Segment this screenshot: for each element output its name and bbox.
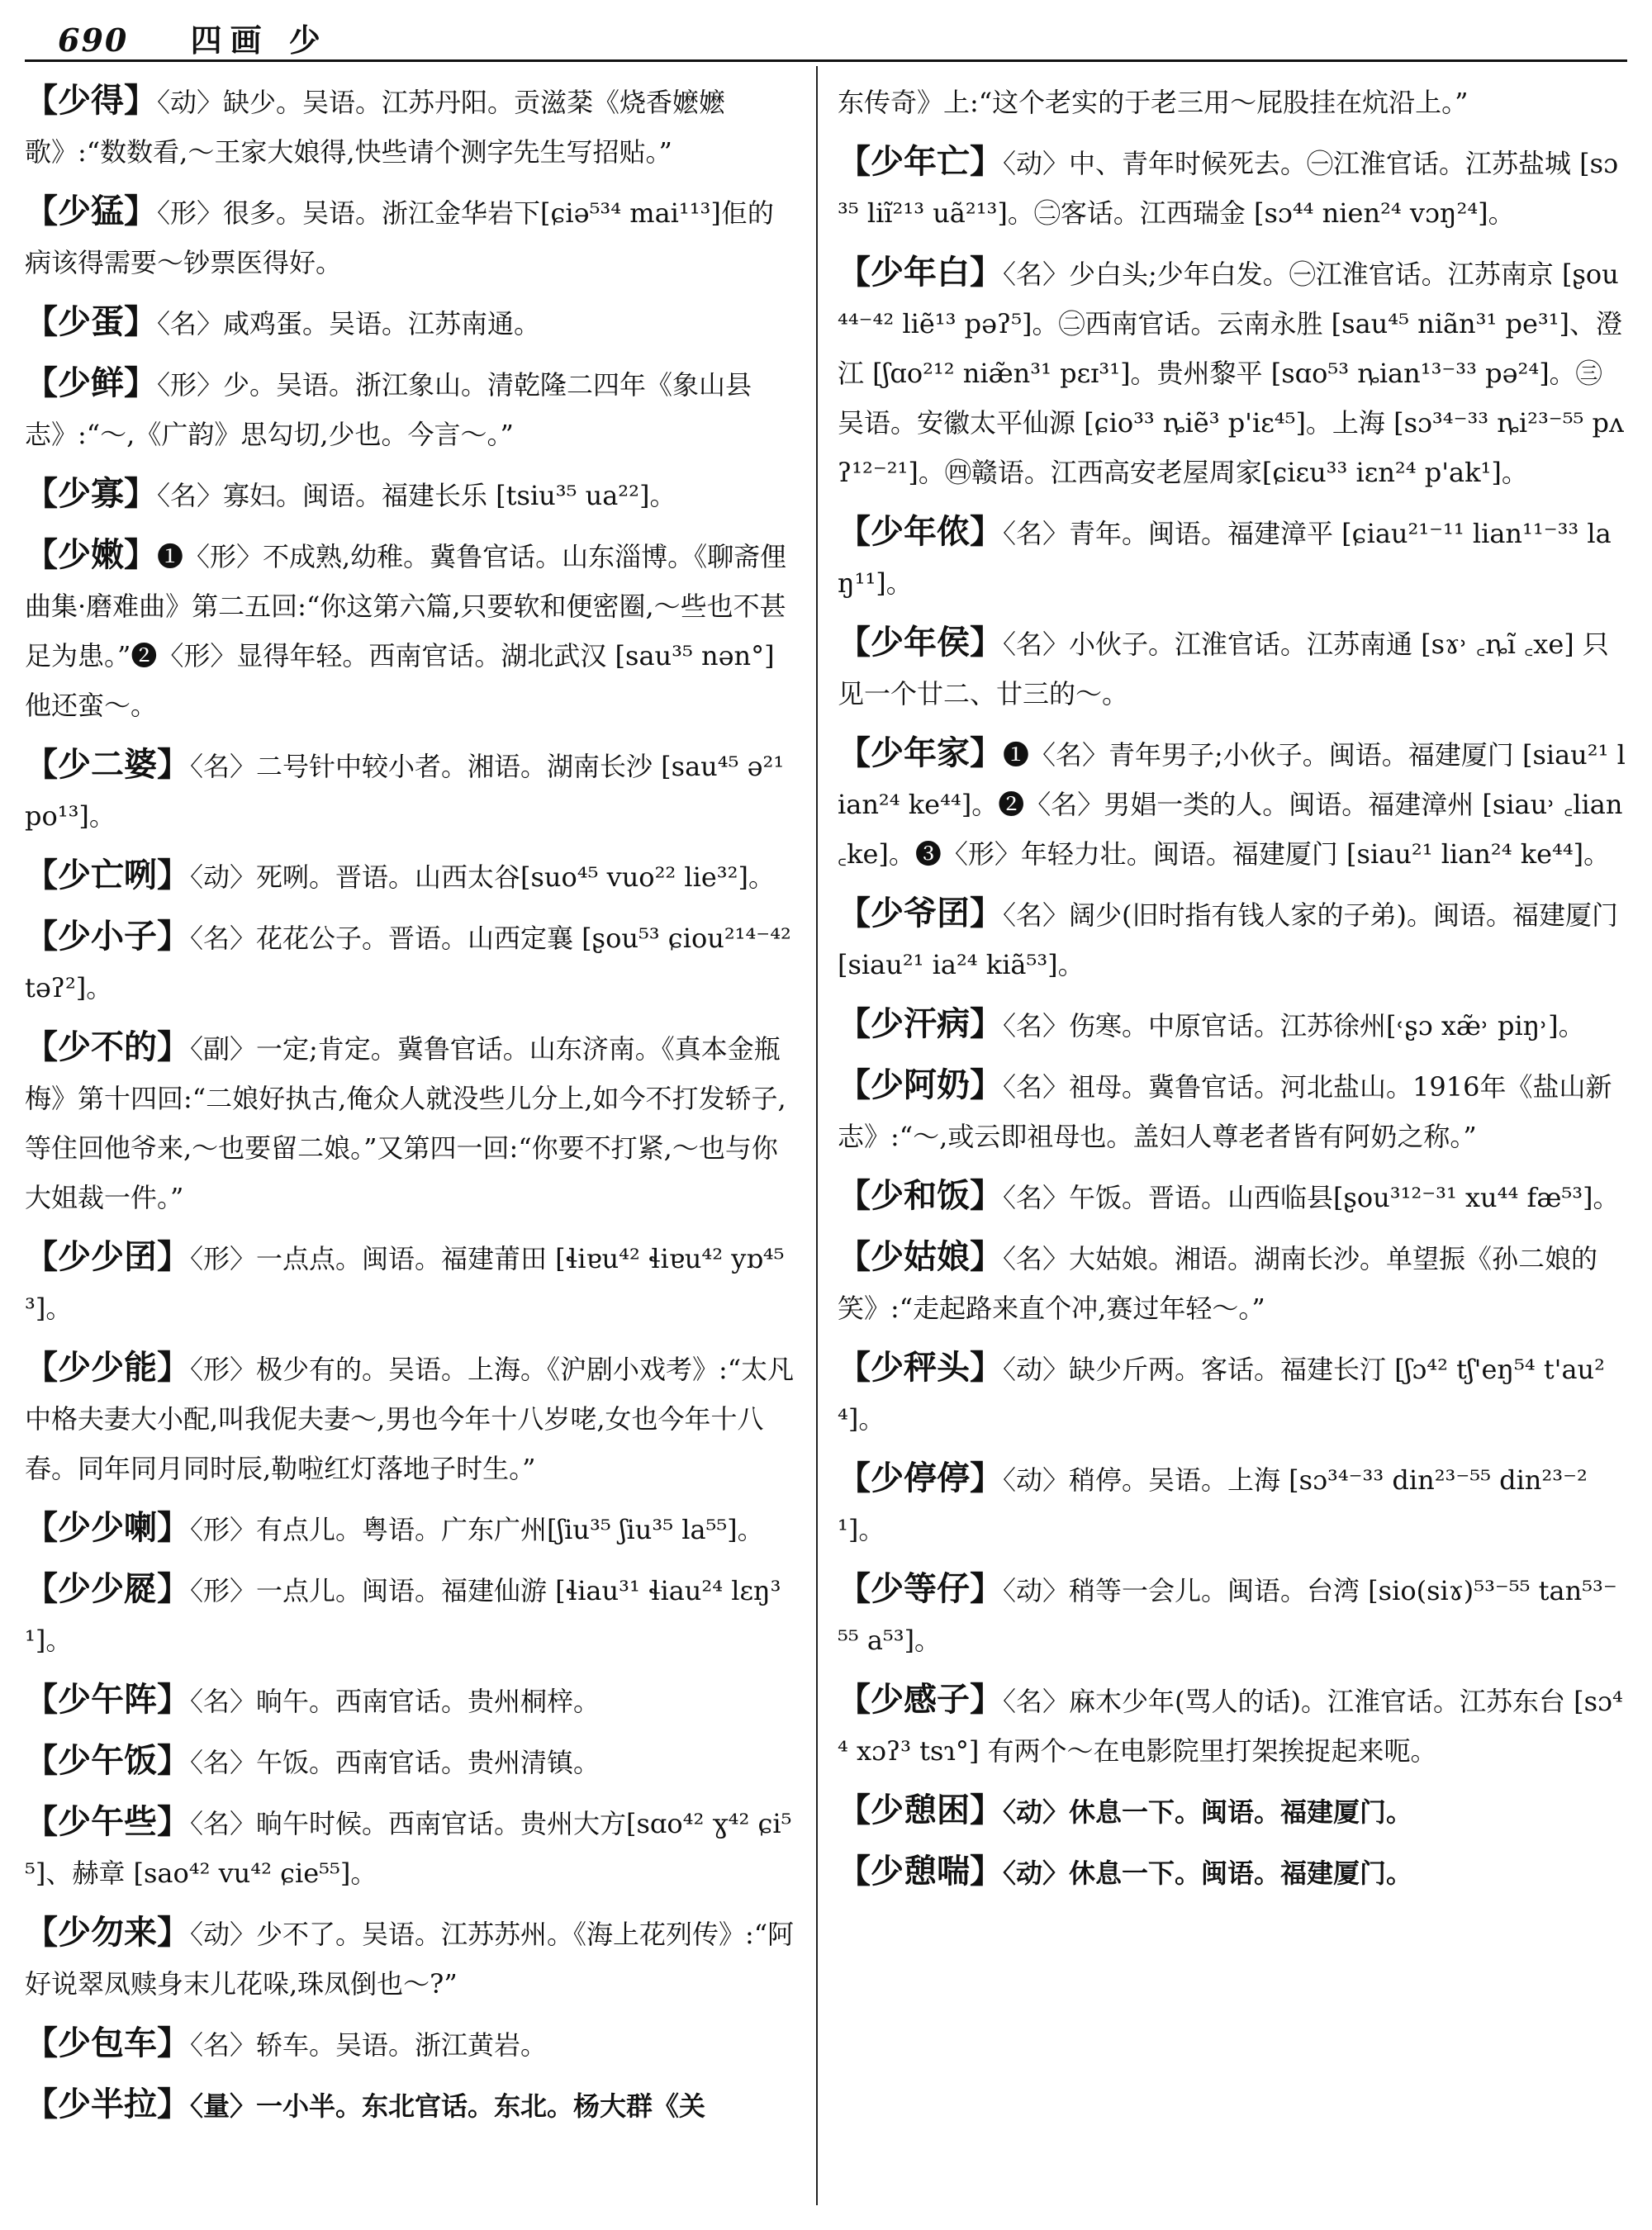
entry-definition: 〈形〉极少有的。吴语。上海。《沪剧小戏考》:“太凡中格夫妻大小配,叫我伲夫妻～,男也今年十八岁咾,女也今年十八春。同年同月同时辰,勒啦红灯落地子时生。” [25,1354,795,1484]
header-rule [25,59,1627,62]
entry-headword: 【少猛】 [25,192,157,230]
entry-definition: 〈形〉少。吴语。浙江象山。清乾隆二四年《象山县志》:“～,《广韵》思勾切,少也。今言～。” [25,369,752,450]
dictionary-entry [838,1564,1627,1665]
dictionary-entry [25,469,798,520]
dictionary-entry [25,912,798,1013]
dictionary-entry [25,1736,798,1787]
entry-headword: 【少二婆】 [25,745,190,784]
entry-headword: 【少年家】 [838,733,1003,772]
dictionary-entry [25,1564,798,1665]
entry-definition: 〈名〉花花公子。晋语。山西定襄 [ʂou⁵³ ɕiou²¹⁴⁻⁴² təʔ²]。 [25,923,791,1004]
dictionary-entry [838,889,1627,989]
entry-definition: 东传奇》上:“这个老实的于老三用～屁股挂在炕沿上。” [838,87,1469,118]
entry-definition: 〈形〉一点儿。闽语。福建仙游 [ɬiau³¹ ɬiau²⁴ lɛŋ³¹]。 [25,1575,781,1656]
entry-definition: ❶〈形〉不成熟,幼稚。冀鲁官话。山东淄博。《聊斋俚曲集·磨难曲》第二五回:“你这第六篇,只要软和便密圈,～些也不甚足为患。”❷〈形〉显得年轻。西南官话。湖北武汉 [sau³⁵ nən°] 他还蛮～。 [25,541,787,721]
entry-headword: 【少憩困】 [838,1791,1003,1829]
entry-definition: 〈名〉祖母。冀鲁官话。河北盐山。1916年《盐山新志》:“～,或云即祖母也。盖妇人尊老者皆有阿奶之称。” [838,1071,1612,1152]
dictionary-entry-continued [838,76,1627,127]
dictionary-entry [838,507,1627,608]
dictionary-entry [838,1786,1627,1837]
entry-headword: 【少午些】 [25,1802,190,1841]
entry-headword: 【少停停】 [838,1459,1003,1497]
dictionary-entry [838,1232,1627,1333]
entry-definition: 〈形〉有点儿。粤语。广东广州[ʃiu³⁵ ʃiu³⁵ la⁵⁵]。 [190,1514,764,1545]
entry-headword: 【少半拉】 [25,2085,190,2123]
dictionary-entry [838,618,1627,719]
entry-definition: 〈名〉午饭。西南官话。贵州清镇。 [190,1747,601,1778]
entry-definition: 〈形〉很多。吴语。浙江金华岩下[ɕiə⁵³⁴ mai¹¹³]佢的病该得需要～钞票医得好。 [25,197,774,278]
dictionary-entry [25,1797,798,1898]
dictionary-entry [25,1503,798,1554]
entry-definition: 〈名〉二号针中较小者。湘语。湖南长沙 [sau⁴⁵ ə²¹ po¹³]。 [25,751,785,832]
entry-headword: 【少汗病】 [838,1004,1003,1043]
entry-definition: 〈动〉中、青年时候死去。㊀江淮官话。江苏盐城 [sɔ³⁵ liĩ²¹³ uã²¹³]。㊁客话。江西瑞金 [sɔ⁴⁴ nien²⁴ vɔŋ²⁴]。 [838,148,1619,229]
entry-headword: 【少少能】 [25,1348,190,1387]
dictionary-entry [838,1454,1627,1554]
entry-headword: 【少午阵】 [25,1680,190,1719]
entry-definition: 〈名〉少白头;少年白发。㊀江淮官话。江苏南京 [ʂou⁴⁴⁻⁴² liẽ¹³ pəʔ⁵]。㊁西南官话。云南永胜 [sau⁴⁵ niãn³¹ pe³¹]、澄江 [ʃɑo²¹² niæ̃n³¹ pɛɪ³¹]。贵州黎平 [sɑo⁵³ ȵian¹³⁻³³ pə²⁴]。㊂吴语。安徽太平仙源 [ɕio³³ ȵiẽ³ p'iɛ⁴⁵]。上海 [sɔ³⁴⁻³³ ȵi²³⁻⁵⁵ pʌʔ¹²⁻²¹]。㊃赣语。江西高安老屋周家[ɕiɛu³³ iɛn²⁴ p'ak¹]。 [838,259,1625,488]
section-title: 四画 少 [190,21,329,59]
entry-definition: 〈名〉大姑娘。湘语。湖南长沙。单望振《孙二娘的笑》:“走起路来直个冲,赛过年轻～。” [838,1243,1598,1324]
entry-definition: 〈动〉休息一下。闽语。福建厦门。 [1003,1858,1413,1889]
entry-definition: 〈名〉青年。闽语。福建漳平 [ɕiau²¹⁻¹¹ lian¹¹⁻³³ laŋ¹¹]。 [838,518,1612,599]
entry-headword: 【少寡】 [25,474,157,513]
dictionary-entry [838,1060,1627,1161]
entry-headword: 【少姑娘】 [838,1237,1003,1276]
entry-definition: ❶〈名〉青年男子;小伙子。闽语。福建厦门 [siau²¹ lian²⁴ ke⁴⁴]。❷〈名〉男娼一类的人。闽语。福建漳州 [siau˒ ꜀lian ꜀ke]。❸〈形〉年轻力壮。闽语。福建厦门 [siau²¹ lian²⁴ ke⁴⁴]。 [838,739,1626,870]
entry-headword: 【少午饭】 [25,1741,190,1780]
entry-definition: 〈动〉稍停。吴语。上海 [sɔ³⁴⁻³³ din²³⁻⁵⁵ din²³⁻²¹]。 [838,1464,1588,1545]
dictionary-entry [25,1908,798,2009]
entry-definition: 〈名〉麻木少年(骂人的话)。江淮官话。江苏东台 [sɔ⁴⁴ xɔʔ³ tsɿ°] 有两个～在电影院里打架挨捉起来呃。 [838,1686,1623,1767]
entry-headword: 【少蛋】 [25,302,157,341]
entry-headword: 【少不的】 [25,1027,190,1066]
dictionary-entry [838,137,1627,238]
dictionary-entry [838,1171,1627,1222]
left-column [25,76,798,2141]
column-divider [816,66,818,2205]
dictionary-entry [25,358,798,459]
entry-definition: 〈动〉缺少。吴语。江苏丹阳。贡滋棻《烧香嬷嬷歌》:“数数看,～王家大娘得,快些请个测字先生写招贴。” [25,87,726,168]
entry-definition: 〈名〉轿车。吴语。浙江黄岩。 [190,2029,548,2061]
entry-definition: 〈动〉死咧。晋语。山西太谷[suo⁴⁵ vuo²² lie³²]。 [190,861,775,893]
entry-definition: 〈动〉缺少斤两。客话。福建长汀 [ʃɔ⁴² tʃ'eŋ⁵⁴ t'au²⁴]。 [838,1354,1605,1435]
entry-definition: 〈动〉稍等一会儿。闽语。台湾 [sio(siɤ)⁵³⁻⁵⁵ tan⁵³⁻⁵⁵ a⁵³]。 [838,1575,1617,1656]
dictionary-entry [838,1343,1627,1444]
page-header [58,15,329,60]
entry-headword: 【少年侯】 [838,623,1003,662]
dictionary-entry [838,1847,1627,1898]
dictionary-entry [25,1343,798,1493]
dictionary-entry [25,2080,798,2131]
dictionary-entry [25,851,798,902]
dictionary-entry [25,76,798,177]
dictionary-entry [25,1022,798,1222]
entry-definition: 〈量〉一小半。东北官话。东北。杨大群《关 [190,2090,706,2122]
dictionary-entry [25,1675,798,1726]
entry-headword: 【少得】 [25,81,157,120]
entry-headword: 【少少㞞】 [25,1569,190,1608]
entry-headword: 【少感子】 [838,1680,1003,1719]
dictionary-entry [838,248,1627,497]
entry-headword: 【少和饭】 [838,1176,1003,1215]
entry-headword: 【少阿奶】 [838,1065,1003,1104]
entry-definition: 〈动〉休息一下。闽语。福建厦门。 [1003,1796,1413,1828]
page-number: 690 [58,21,129,59]
dictionary-entry [25,2019,798,2070]
dictionary-entry [25,740,798,841]
dictionary-entry [25,187,798,287]
entry-headword: 【少年侬】 [838,512,1003,551]
entry-headword: 【少少囝】 [25,1237,190,1276]
dictionary-entry [25,1232,798,1333]
entry-headword: 【少包车】 [25,2024,190,2062]
entry-definition: 〈名〉晌午。西南官话。贵州桐梓。 [190,1686,601,1717]
dictionary-entry [838,999,1627,1051]
entry-definition: 〈动〉少不了。吴语。江苏苏州。《海上花列传》:“阿好说翠凤赎身末儿花哚,珠凤倒也～?” [25,1919,795,2000]
entry-headword: 【少勿来】 [25,1913,190,1952]
entry-headword: 【少亡咧】 [25,856,190,894]
dictionary-entry [838,1675,1627,1776]
entry-headword: 【少鲜】 [25,363,157,402]
entry-headword: 【少秤头】 [838,1348,1003,1387]
entry-definition: 〈名〉小伙子。江淮官话。江苏南通 [sɤ˒ ꜀ȵĩ ꜀xe] 只见一个廿二、廿三的～。 [838,629,1609,709]
entry-definition: 〈名〉阔少(旧时指有钱人家的子弟)。闽语。福建厦门 [siau²¹ ia²⁴ kiã⁵³]。 [838,899,1618,980]
entry-definition: 〈形〉一点点。闽语。福建莆田 [ɬiɐu⁴² ɬiɐu⁴² yɒ⁴⁵³]。 [25,1243,785,1324]
dictionary-entry [838,728,1627,879]
entry-headword: 【少年亡】 [838,142,1003,181]
entry-headword: 【少憩喘】 [838,1852,1003,1891]
entry-headword: 【少嫩】 [25,535,157,574]
entry-definition: 〈名〉寡妇。闽语。福建长乐 [tsiu³⁵ ua²²]。 [157,480,676,511]
entry-headword: 【少等仔】 [838,1569,1003,1608]
entry-headword: 【少年白】 [838,253,1003,292]
entry-definition: 〈名〉晌午时候。西南官话。贵州大方[sɑo⁴² ɣ⁴² ɕi⁵⁵]、赫章 [sao⁴² vu⁴² ɕie⁵⁵]。 [25,1808,792,1889]
entry-headword: 【少爷囝】 [838,894,1003,932]
entry-headword: 【少少喇】 [25,1508,190,1547]
dictionary-entry [25,530,798,730]
entry-definition: 〈名〉咸鸡蛋。吴语。江苏南通。 [157,308,541,339]
entry-definition: 〈名〉伤寒。中原官话。江苏徐州[˓ʂɔ xæ̃˒ piŋ˒]。 [1003,1010,1585,1041]
dictionary-entry [25,297,798,349]
right-column [838,76,1627,1908]
entry-headword: 【少小子】 [25,917,190,956]
entry-definition: 〈名〉午饭。晋语。山西临县[ʂou³¹²⁻³¹ xu⁴⁴ fæ⁵³]。 [1003,1182,1620,1213]
entry-definition: 〈副〉一定;肯定。冀鲁官话。山东济南。《真本金瓶梅》第十四回:“二娘好执古,俺众人就没些儿分上,如今不打发轿子,等住回他爷来,～也要留二娘。”又第四一回:“你要不打紧,～也与你大姐裁一件。” [25,1033,786,1213]
